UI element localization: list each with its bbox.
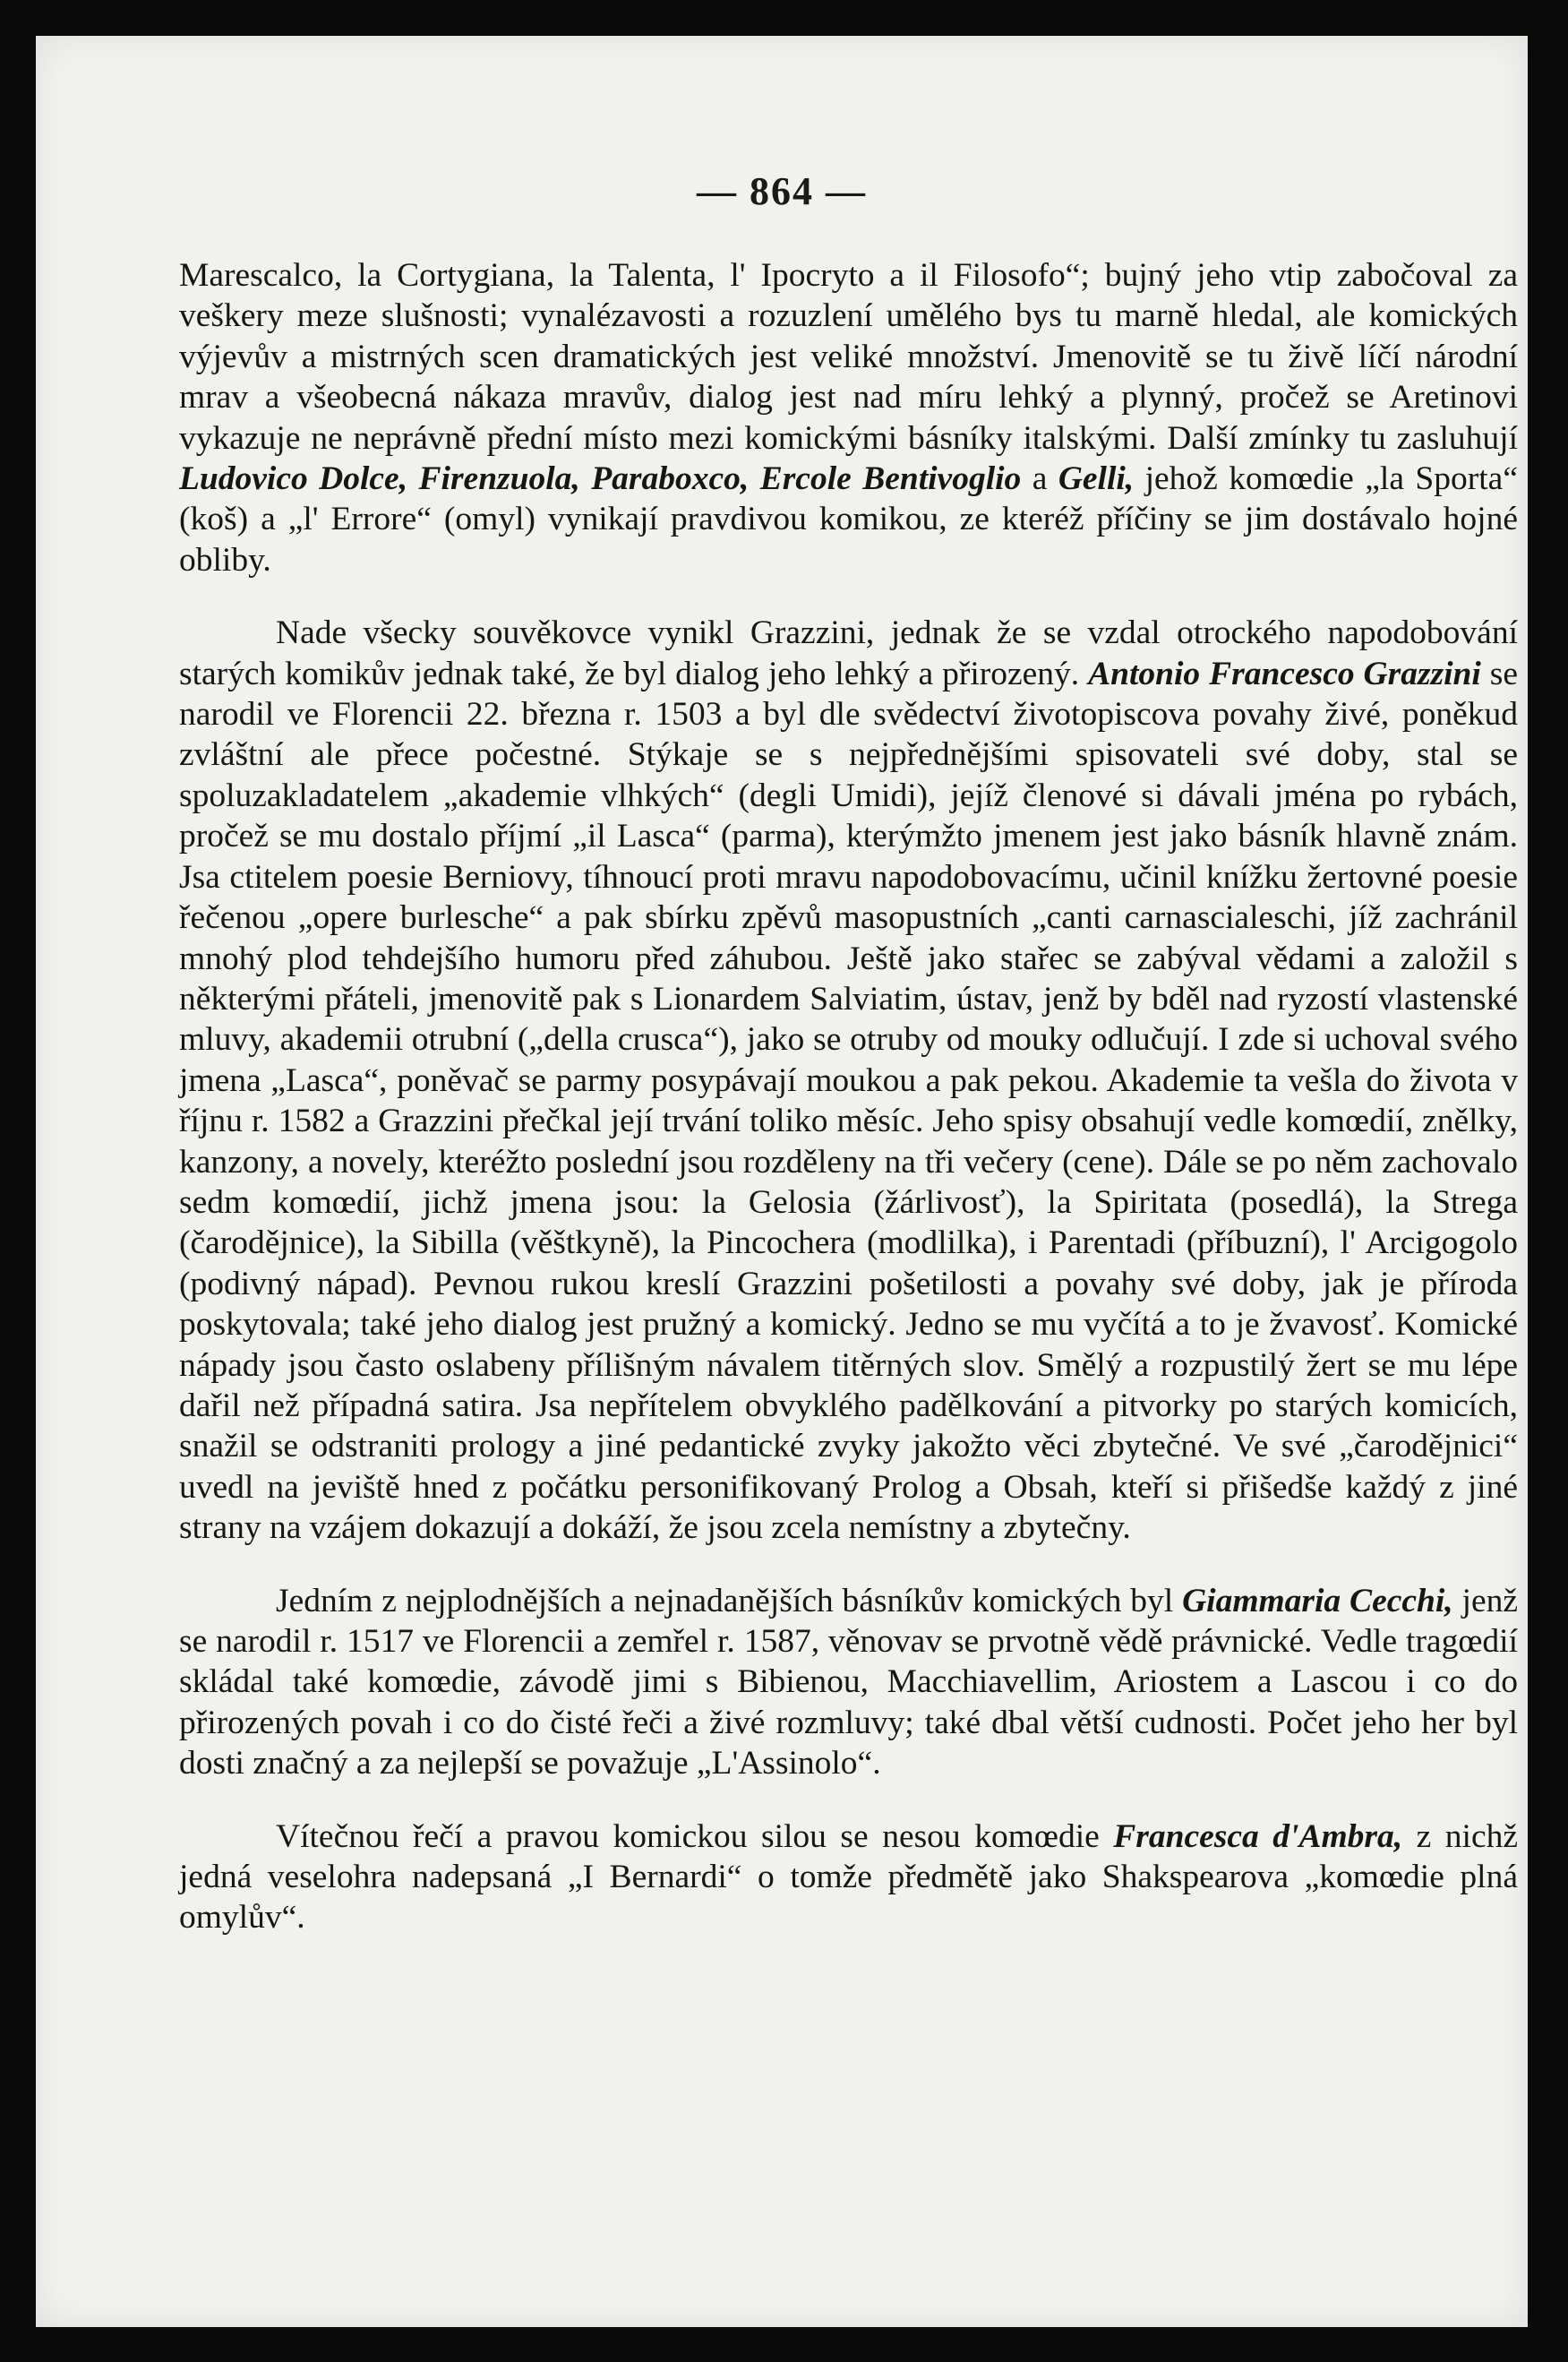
- paragraph-4: [179, 1817, 1518, 1938]
- author-names: Ludovico Dolce, Firenzuola, Paraboxco, Ercole Bentivoglio: [179, 460, 1022, 498]
- paragraph-1: [179, 255, 1518, 580]
- book-page: [36, 36, 1528, 2327]
- text-segment: Nade všecky souvěkovce vynikl Grazzini, jednak že se vzdal otrockého napodobování starých komikův jednak také, že byl dialog jeho lehký a přirozený.: [179, 614, 1518, 692]
- text-segment: Marescalco, la Cortygiana, la Talenta, l' Ipocryto a il Filosofo“; bujný jeho vtip zabočoval za veškery meze slušnosti; vynalézavosti a rozuzlení umělého bys tu marně hledal, ale komických výjevův a mistrných scen dramatických jest veliké množství. Jmenovitě se tu živě líčí národní mrav a všeobecná nákaza mravův, dialog jest nad míru lehký a plynný, pročež se Aretinovi vykazuje ne neprávně přední místo mezi komickými básníky italskými. Další zmínky tu zasluhují: [179, 257, 1518, 457]
- text-segment: z nichž jedná veselohra nadepsaná „I Bernardi“ o tomže předmětě jako Shakspearova „komœdie plná omylův“.: [179, 1817, 1518, 1937]
- text-segment: a: [1021, 460, 1058, 498]
- author-name: Gelli,: [1058, 460, 1135, 498]
- text-segment: Vítečnou řečí a pravou komickou silou se nesou komœdie: [276, 1817, 1114, 1855]
- author-name: Francesca d'Ambra,: [1113, 1817, 1403, 1855]
- author-name: Giammaria Cecchi,: [1182, 1582, 1453, 1619]
- paragraph-2: [179, 613, 1518, 1548]
- text-segment: Jedním z nejplodnějších a nejnadanějších básníkův komických byl: [276, 1582, 1183, 1619]
- body-text: [179, 255, 1518, 1938]
- paragraph-3: [179, 1581, 1518, 1784]
- text-segment: se narodil ve Florencii 22. března r. 1503 a byl dle svědectví životopiscova povahy živé, poněkud zvláštní ale přece počestné. Stýkaje se s nejpřednějšími spisovateli své doby, stal se spoluzakladatelem „akademie vlhkých“ (degli Umidi), jejíž členové si dávali jména po rybách, pročež se mu dostalo příjmí „il Lasca“ (parma), kterýmžto jmenem jest jako básník hlavně znám. Jsa ctitelem poesie Berniovy, tíhnoucí proti mravu napodobovacímu, učinil knížku žertovné poesie řečenou „opere burlesche“ a pak sbírku zpěvů masopustních „canti carnascialeschi, jíž zachránil mnohý plod tehdejšího humoru před záhubou. Ještě jako stařec se zabýval vědami a založil s některými přáteli, jmenovitě pak s Lionardem Salviatim, ústav, jenž by bděl nad ryzostí vlastenské mluvy, akademii otrubní („della crusca“), jako se otruby od mouky odlučují. I zde si uchoval svého jmena „Lasca“, poněvač se parmy posypávají moukou a pak pekou. Akademie ta vešla do života v říjnu r. 1582 a Grazzini přečkal její trvání toliko měsíc. Jeho spisy obsahují vedle komœdií, znělky, kanzony, a novely, kteréžto poslední jsou rozděleny na tři večery (cene). Dále se po něm zachovalo sedm komœdií, jichž jmena jsou: la Gelosia (žárlivosť), la Spiritata (posedlá), la Strega (čarodějnice), la Sibilla (věštkyně), la Pincochera (modlilka), i Parentadi (příbuzní), l' Arcigogolo (podivný nápad). Pevnou rukou kreslí Grazzini pošetilosti a povahy své doby, jak je příroda poskytovala; také jeho dialog jest pružný a komický. Jedno se mu vyčítá a to je žvavosť. Komické nápady jsou často oslabeny přílišným návalem titěrných slov. Smělý a rozpustilý žert se mu lépe dařil než případná satira. Jsa nepřítelem obvyklého padělkování a pitvorky po starých komicích, snažil se odstraniti prology a jiné pedantické zvyky jakožto věci zbytečné. Ve své „čarodějnici“ uvedl na jeviště hned z počátku personifikovaný Prolog a Obsah, kteří si přišedše každý z jiné strany na vzájem dokazují a dokáží, že jsou zcela nemístny a zbytečny.: [179, 655, 1519, 1547]
- author-name: Antonio Francesco Grazzini: [1088, 655, 1481, 692]
- text-segment: jehož komœdie „la Sporta“ (koš) a „l' Errore“ (omyl) vynikají pravdivou komikou, ze kteréž příčiny se jim dostávalo hojné obliby.: [179, 460, 1518, 579]
- text-segment: jenž se narodil r. 1517 ve Florencii a zemřel r. 1587, věnovav se prvotně vědě právnické. Vedle tragœdií skládal také komœdie, závodě jimi s Bibienou, Macchiavellim, Ariostem a Lascou i co do přirozených povah i co do čisté řeči a živé rozmluvy; také dbal větší cudnosti. Počet jeho her byl dosti značný a za nejlepší se považuje „L'Assinolo“.: [179, 1582, 1518, 1782]
- page-number: — 864 —: [697, 169, 867, 213]
